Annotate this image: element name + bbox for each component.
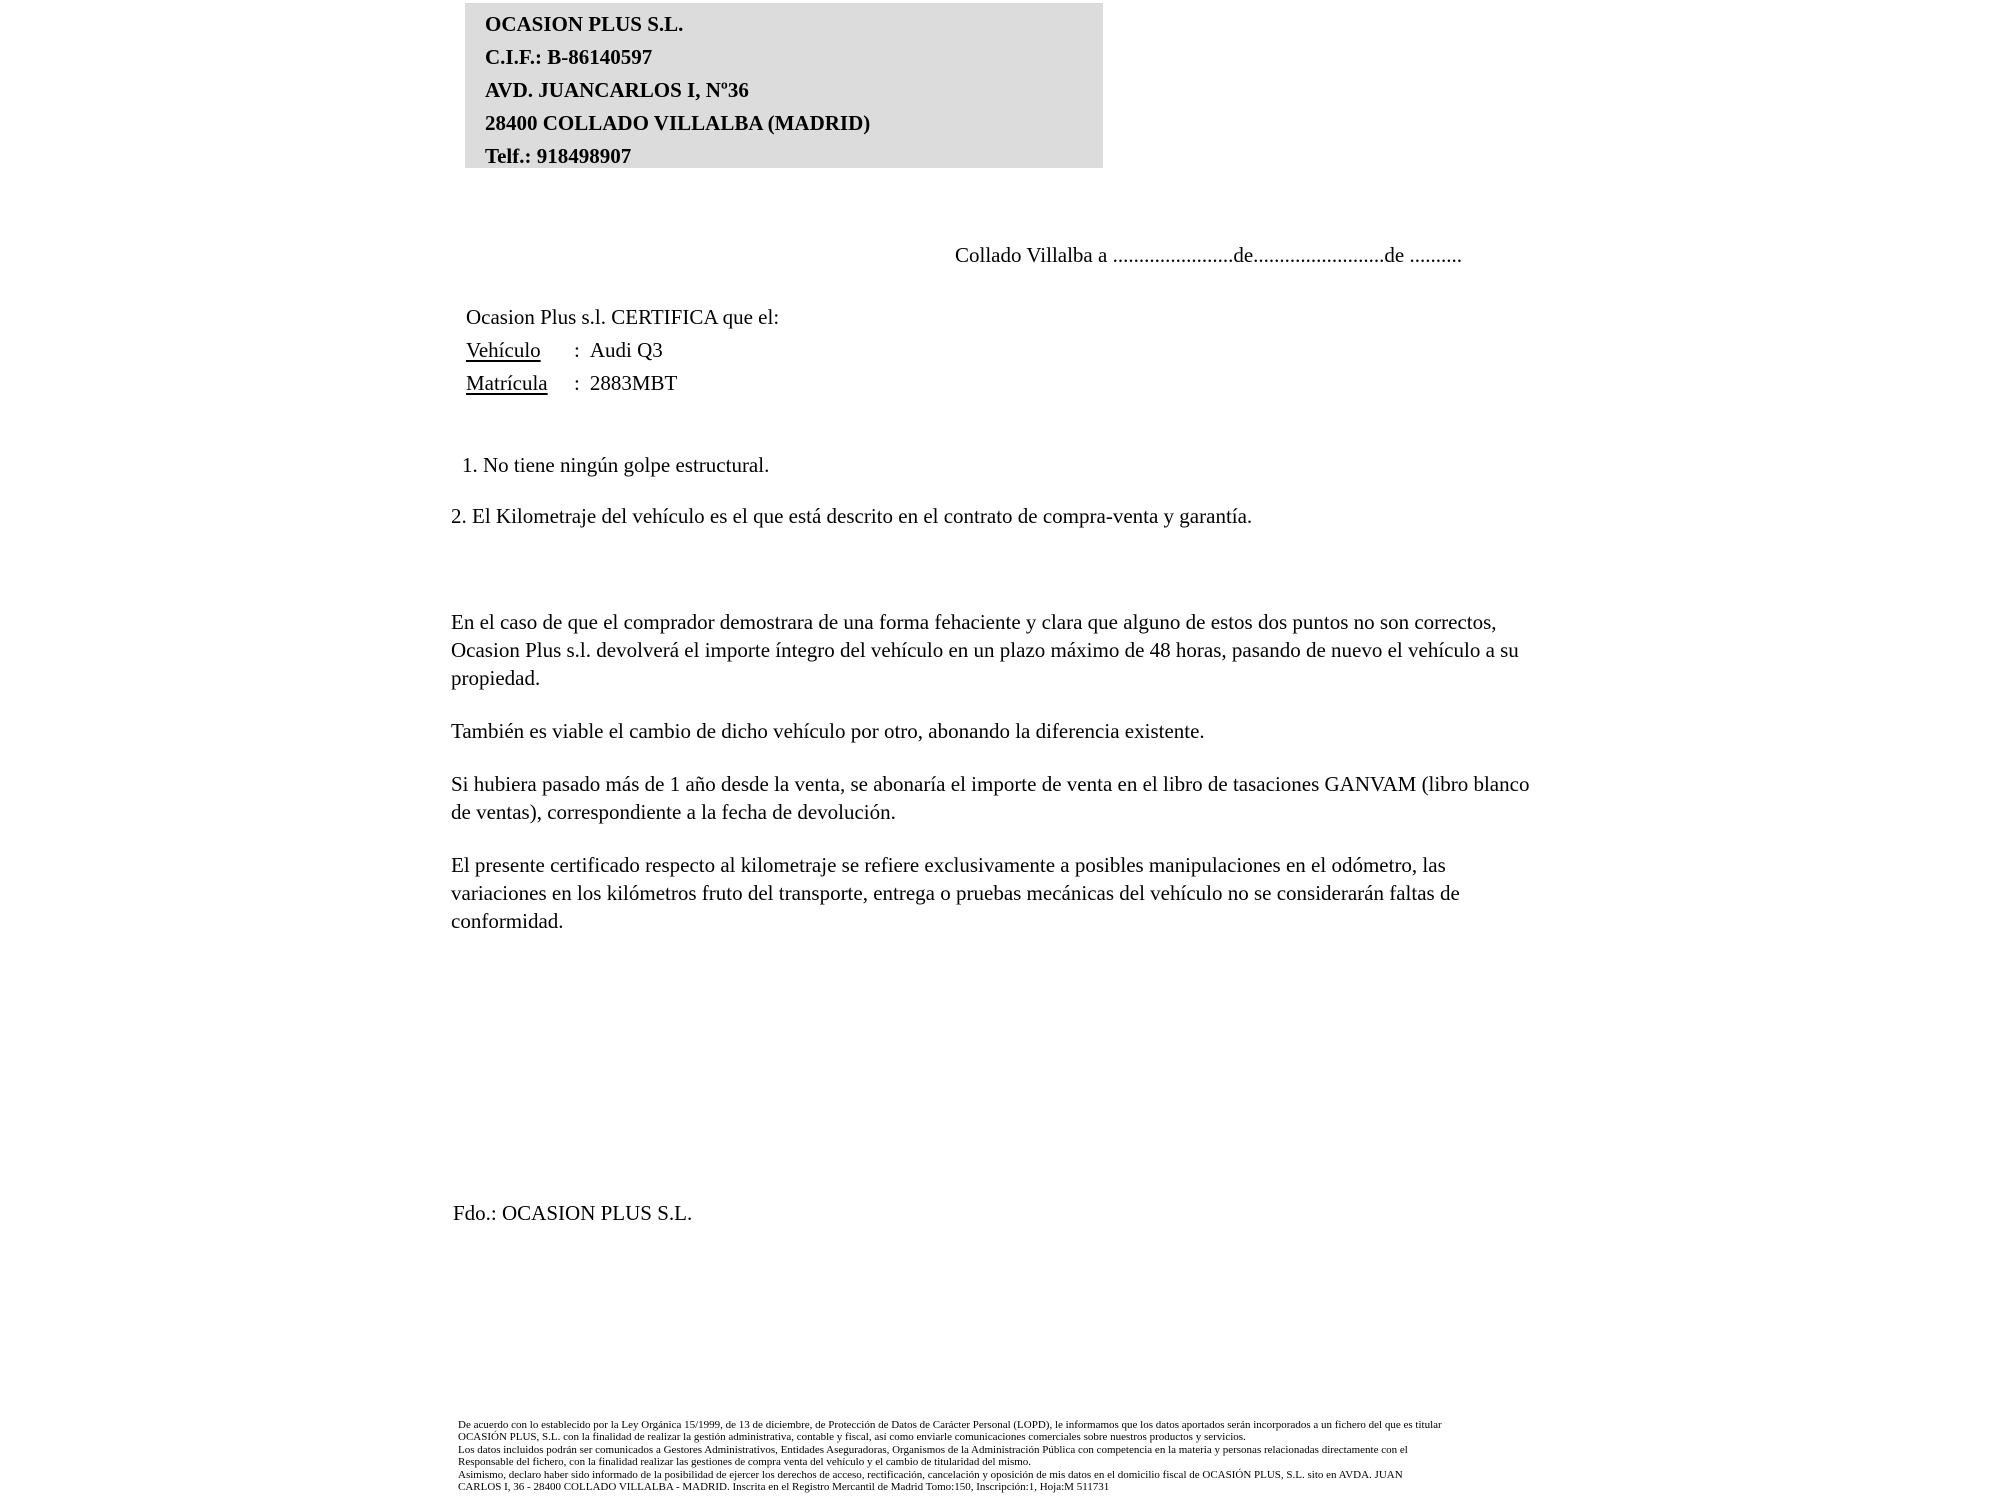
signature-line: Fdo.: OCASION PLUS S.L.	[453, 1201, 693, 1225]
condition-point-1: 1. No tiene ningún golpe estructural.	[462, 453, 770, 477]
terms-paragraphs	[451, 608, 1533, 960]
legal-line-6: CARLOS I, 36 - 28400 COLLADO VILLALBA - MADRID. Inscrita en el Registro Mercantil de Madrid Tomo:150, Inscripción:1, Hoja:M 511731	[458, 1481, 1110, 1494]
vehicle-separator: :	[574, 338, 580, 362]
legal-line-2: OCASIÓN PLUS, S.L. con la finalidad de realizar la gestión administrativa, contable y fiscal, así como enviarle comunicaciones comerciales sobre nuestros productos y servicios.	[458, 1431, 1246, 1444]
legal-line-5: Asimismo, declaro haber sido informado de la posibilidad de ejercer los derechos de acceso, rectificación, cancelación y oposición de mis datos en el domicilio fiscal de OCASIÓN PLUS, S.L. sito en AVDA. JUAN	[458, 1468, 1403, 1481]
company-address: AVD. JUANCARLOS I, Nº36	[485, 78, 749, 102]
date-line: Collado Villalba a .......................de.........................de ..........	[955, 243, 1462, 267]
paragraph-ganvam-valuation: Si hubiera pasado más de 1 año desde la venta, se abonaría el importe de venta en el libro de tasaciones GANVAM (libro blanco de ventas), correspondiente a la fecha de devolución.	[451, 772, 1530, 824]
legal-line-3: Los datos incluidos podrán ser comunicados a Gestores Administrativos, Entidades Aseguradoras, Organismos de la Administración Pública con competencia en la materia y personas relacionadas directamente con el	[458, 1443, 1408, 1456]
company-name: OCASION PLUS S.L.	[485, 12, 684, 36]
company-city: 28400 COLLADO VILLALBA (MADRID)	[485, 111, 871, 135]
plate-value: 2883MBT	[589, 371, 678, 395]
plate-field-row	[466, 367, 779, 400]
certify-intro: Ocasion Plus s.l. CERTIFICA que el:	[466, 305, 780, 329]
vehicle-field-row	[466, 334, 779, 367]
vehicle-value: Audi Q3	[589, 338, 663, 362]
company-phone: Telf.: 918498907	[485, 144, 632, 168]
certificate-block	[466, 301, 779, 400]
plate-label: Matrícula	[466, 371, 548, 395]
plate-separator: :	[574, 371, 580, 395]
vehicle-label: Vehículo	[466, 338, 541, 362]
paragraph-odometer-disclaimer: El presente certificado respecto al kilometraje se refiere exclusivamente a posibles manipulaciones en el odómetro, las variaciones en los kilómetros fruto del transporte, entrega o pruebas mecánicas del vehículo no se considerarán faltas de conformidad.	[451, 853, 1460, 933]
legal-line-1: De acuerdo con lo establecido por la Ley Orgánica 15/1999, de 13 de diciembre, de Protección de Datos de Carácter Personal (LOPD), le informamos que los datos aportados serán incorporados a un fichero del que es titular	[458, 1419, 1442, 1431]
condition-point-2: 2. El Kilometraje del vehículo es el que está descrito en el contrato de compra-venta y garantía.	[451, 504, 1253, 528]
company-cif: C.I.F.: B-86140597	[485, 45, 653, 69]
company-header-block	[465, 3, 1103, 168]
legal-line-4: Responsable del fichero, con la finalidad realizar las gestiones de compra venta del vehículo y el cambio de titularidad del mismo.	[458, 1456, 1032, 1469]
paragraph-exchange-option: También es viable el cambio de dicho vehículo por otro, abonando la diferencia existente.	[451, 719, 1205, 743]
paragraph-refund-terms: En el caso de que el comprador demostrara de una forma fehaciente y clara que alguno de estos dos puntos no son correctos, Ocasion Plus s.l. devolverá el importe íntegro del vehículo en un plazo máximo de 48 horas, pasando de nuevo el vehículo a su propiedad.	[451, 610, 1519, 690]
legal-footer	[458, 1419, 1442, 1493]
